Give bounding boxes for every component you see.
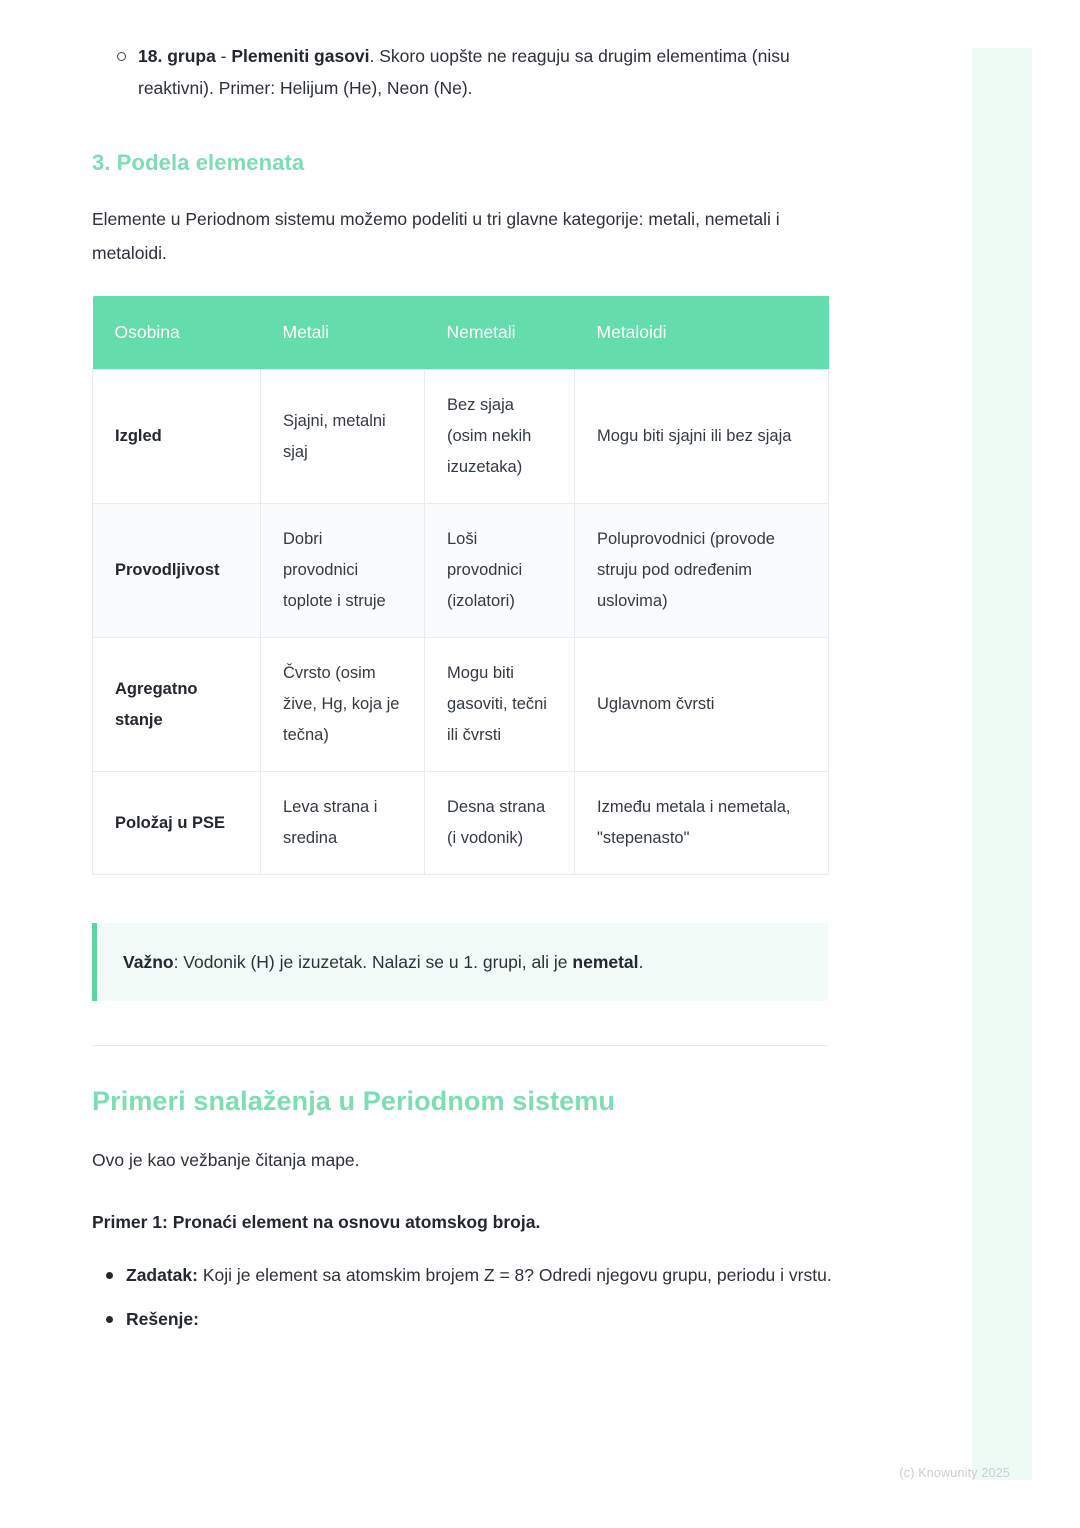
callout-text-before: : Vodonik (H) je izuzetak. Nalazi se u 1. grupi, ali je bbox=[173, 952, 573, 972]
table-row bbox=[93, 504, 829, 638]
section-heading: 3. Podela elemenata bbox=[92, 150, 305, 175]
table-cell-osobina: Agregatno stanje bbox=[93, 638, 261, 772]
table-cell-metaloidi: Uglavnom čvrsti bbox=[575, 638, 829, 772]
table-cell-metaloidi: Mogu biti sjajni ili bez sjaja bbox=[575, 370, 829, 504]
bullet-text: Koji je element sa atomskim brojem Z = 8? Odredi njegovu grupu, periodu i vrstu. bbox=[197, 1265, 832, 1285]
document-content bbox=[92, 40, 832, 1347]
page-title: Primeri snalaženja u Periodnom sistemu bbox=[92, 1086, 615, 1116]
important-callout bbox=[92, 923, 828, 1001]
bullet-lead-label: Rešenje: bbox=[126, 1309, 199, 1329]
table-header-cell: Metaloidi bbox=[575, 296, 829, 370]
callout-label: Važno bbox=[123, 952, 174, 972]
table-header-cell: Metali bbox=[261, 296, 425, 370]
right-decorative-panel bbox=[972, 48, 1032, 1480]
list-item-group-name: Plemeniti gasovi bbox=[231, 46, 370, 66]
example-bullet-list bbox=[92, 1259, 832, 1335]
noble-gases-list bbox=[92, 40, 832, 104]
table-header-cell: Osobina bbox=[93, 296, 261, 370]
comparison-table bbox=[92, 296, 829, 875]
table-header-row bbox=[93, 296, 829, 370]
after-heading-paragraph: Ovo je kao vežbanje čitanja mape. bbox=[92, 1150, 360, 1170]
list-item-group-label: 18. grupa bbox=[138, 46, 216, 66]
table-cell-osobina: Izgled bbox=[93, 370, 261, 504]
table-cell-osobina: Provodljivost bbox=[93, 504, 261, 638]
list-item-dash: - bbox=[215, 46, 232, 66]
callout-text-after: . bbox=[638, 952, 644, 972]
watermark: (c) Knowunity 2025 bbox=[899, 1466, 1010, 1480]
table-cell-metali: Sjajni, metalni sjaj bbox=[261, 370, 425, 504]
list-item bbox=[126, 1259, 832, 1291]
table-cell-nemetali: Loši provodnici (izolatori) bbox=[425, 504, 575, 638]
example-title: Primer 1: Pronaći element na osnovu atomskog broja. bbox=[92, 1212, 541, 1232]
list-item bbox=[138, 40, 832, 104]
table-cell-nemetali: Bez sjaja (osim nekih izuzetaka) bbox=[425, 370, 575, 504]
table-row bbox=[93, 772, 829, 875]
callout-bold-end: nemetal bbox=[572, 952, 639, 972]
list-item bbox=[126, 1303, 832, 1335]
section-divider bbox=[92, 1045, 828, 1046]
bullet-lead-label: Zadatak: bbox=[126, 1265, 198, 1285]
table-header-cell: Nemetali bbox=[425, 296, 575, 370]
list-item-text: . Skoro uopšte ne reaguju sa drugim elementima (nisu reaktivni). Primer: Helijum (He), Neon (Ne). bbox=[138, 46, 790, 98]
table-cell-metaloidi: Poluprovodnici (provode struju pod određenim uslovima) bbox=[575, 504, 829, 638]
table-cell-metali: Leva strana i sredina bbox=[261, 772, 425, 875]
intro-paragraph: Elemente u Periodnom sistemu možemo podeliti u tri glavne kategorije: metali, nemetali i metaloidi. bbox=[92, 209, 780, 263]
table-cell-nemetali: Mogu biti gasoviti, tečni ili čvrsti bbox=[425, 638, 575, 772]
table-cell-metali: Čvrsto (osim žive, Hg, koja je tečna) bbox=[261, 638, 425, 772]
table-row bbox=[93, 638, 829, 772]
table-cell-metali: Dobri provodnici toplote i struje bbox=[261, 504, 425, 638]
table-cell-metaloidi: Između metala i nemetala, "stepenasto" bbox=[575, 772, 829, 875]
table-cell-nemetali: Desna strana (i vodonik) bbox=[425, 772, 575, 875]
table-row bbox=[93, 370, 829, 504]
table-cell-osobina: Položaj u PSE bbox=[93, 772, 261, 875]
